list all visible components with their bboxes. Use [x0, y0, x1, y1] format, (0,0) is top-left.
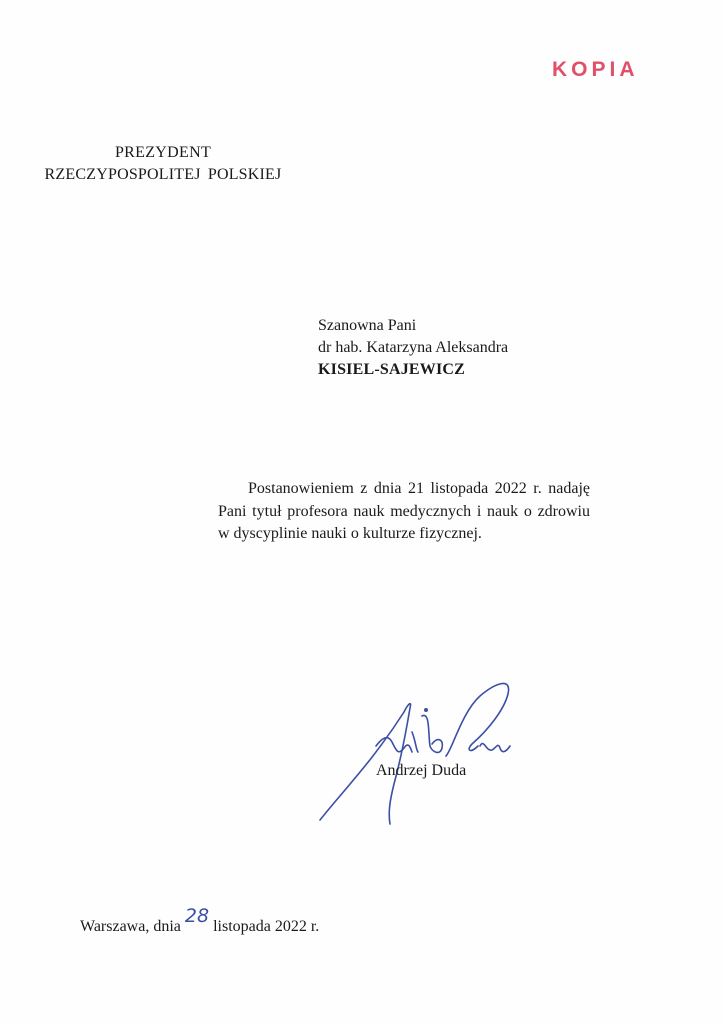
- date-suffix: listopada 2022 r.: [213, 918, 320, 935]
- handwritten-day: 28: [184, 905, 210, 927]
- place-date-line: [80, 905, 320, 938]
- handwritten-signature: [312, 672, 532, 832]
- recipient-salutation: Szanowna Pani: [318, 317, 417, 334]
- issuer-header: [0, 142, 326, 186]
- signer-name: Andrzej Duda: [376, 762, 467, 779]
- letter-body: Postanowieniem z dnia 21 listopada 2022 r. nadaję Pani tytuł profesora nauk medycznych i nauk o zdrowiu w dyscyplinie nauki o kulturze fizycznej.: [218, 480, 590, 542]
- date-prefix: Warszawa, dnia: [80, 918, 181, 935]
- recipient-address-block: [318, 315, 508, 381]
- recipient-title-name: dr hab. Katarzyna Aleksandra: [318, 339, 509, 356]
- recipient-surname: KISIEL-SAJEWICZ: [318, 361, 466, 378]
- issuer-line-2: RZECZYPOSPOLITEJ POLSKIEJ: [44, 166, 282, 183]
- copy-stamp: KOPIA: [552, 58, 639, 81]
- issuer-line-1: PREZYDENT: [114, 144, 212, 161]
